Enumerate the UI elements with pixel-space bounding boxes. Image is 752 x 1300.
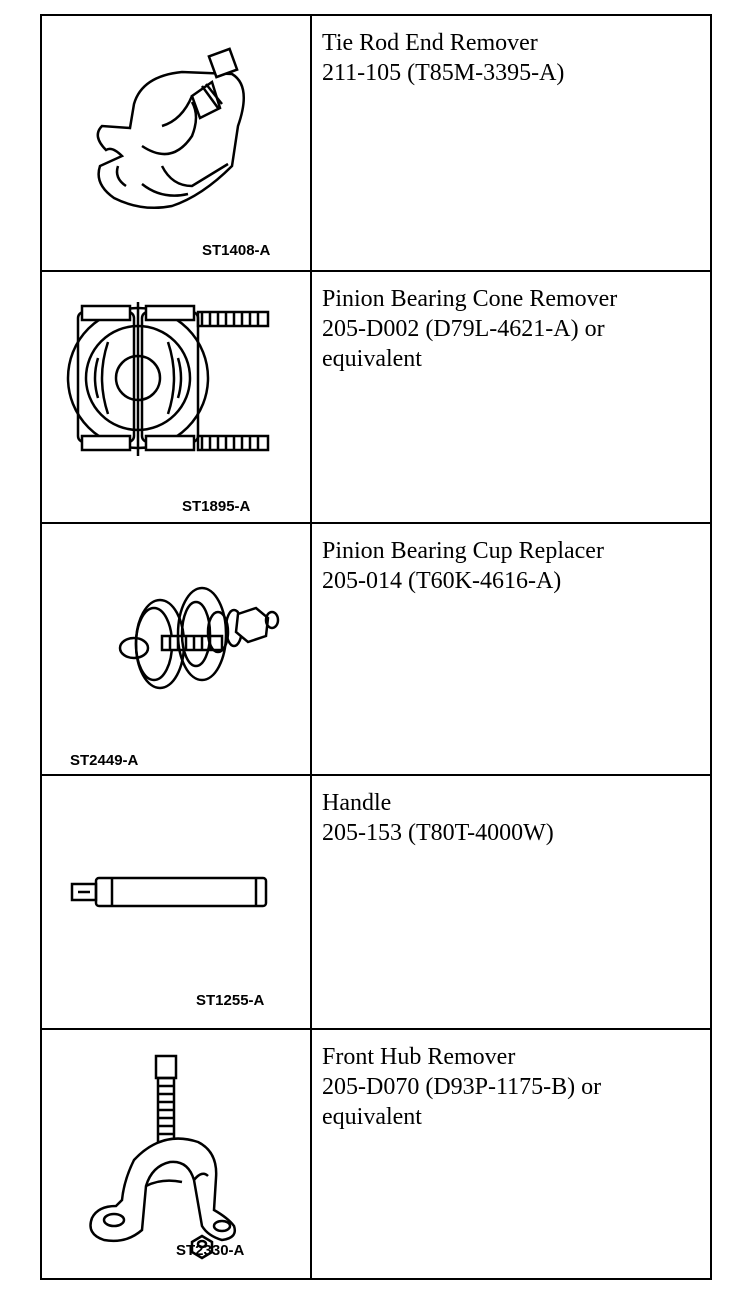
figure-id: ST1408-A <box>202 242 271 259</box>
tool-illustration-cell <box>42 524 312 774</box>
tool-name: Front Hub Remover <box>322 1044 516 1070</box>
tool-description <box>322 536 700 596</box>
figure-id: ST1895-A <box>182 498 251 515</box>
figure-id: ST2449-A <box>70 752 139 769</box>
front-hub-remover-icon <box>42 1030 312 1276</box>
handle-icon <box>42 776 312 1028</box>
figure-id: ST1255-A <box>196 992 265 1009</box>
tool-number: 205-D002 (D79L-4621-A) or <box>322 316 605 342</box>
tool-name: Pinion Bearing Cone Remover <box>322 286 618 312</box>
tool-description <box>322 28 700 88</box>
tool-extra: equivalent <box>322 346 422 372</box>
tool-description <box>322 788 700 848</box>
tool-illustration-cell <box>42 776 312 1028</box>
special-tools-table <box>40 14 712 1280</box>
table-row <box>42 272 710 524</box>
table-row <box>42 524 710 776</box>
tool-name: Handle <box>322 790 392 816</box>
tool-name: Pinion Bearing Cup Replacer <box>322 538 604 564</box>
figure-id: ST2330-A <box>176 1242 245 1259</box>
tool-extra: equivalent <box>322 1104 422 1130</box>
tool-illustration-cell <box>42 16 312 270</box>
table-row <box>42 776 710 1030</box>
tool-name: Tie Rod End Remover <box>322 30 538 56</box>
bearing-cup-replacer-icon <box>42 524 312 774</box>
tie-rod-end-remover-icon <box>42 16 312 270</box>
tool-number: 205-153 (T80T-4000W) <box>322 820 554 846</box>
bearing-cone-remover-icon <box>42 272 312 522</box>
tool-number: 211-105 (T85M-3395-A) <box>322 60 565 86</box>
tool-illustration-cell <box>42 1030 312 1278</box>
tool-description <box>322 1042 700 1132</box>
tool-illustration-cell <box>42 272 312 522</box>
tool-number: 205-014 (T60K-4616-A) <box>322 568 562 594</box>
tool-description <box>322 284 700 374</box>
tool-number: 205-D070 (D93P-1175-B) or <box>322 1074 602 1100</box>
table-row <box>42 16 710 272</box>
table-row <box>42 1030 710 1278</box>
